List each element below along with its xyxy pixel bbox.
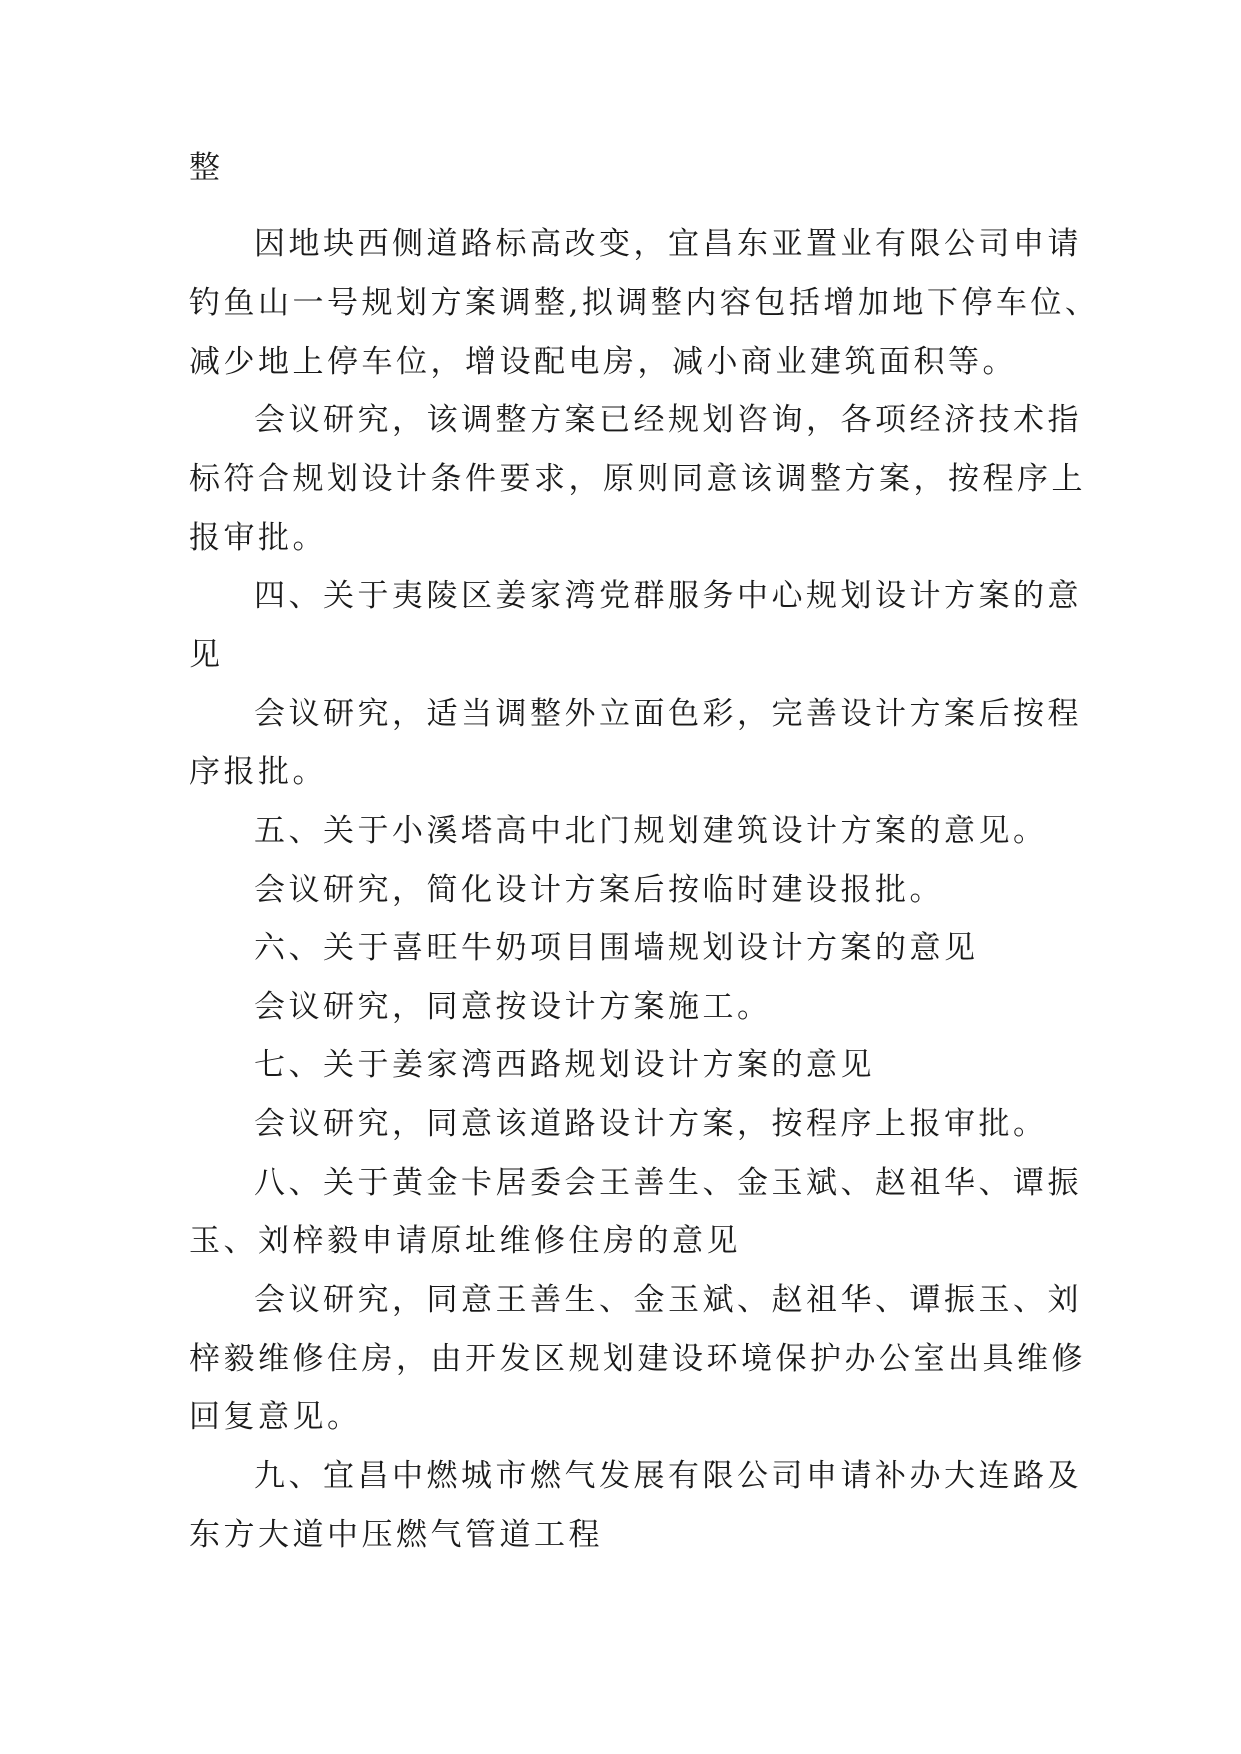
text-line: 见 <box>189 637 224 673</box>
text-line: 会议研究，适当调整外立面色彩，完善设计方案后按程 <box>254 696 1082 732</box>
text-line: 会议研究，该调整方案已经规划咨询，各项经济技术指 <box>254 402 1082 438</box>
text-line: 减少地上停车位，增设配电房，减小商业建筑面积等。 <box>189 344 1017 380</box>
text-line: 标符合规划设计条件要求，原则同意该调整方案，按程序上 <box>189 461 1086 497</box>
text-line: 会议研究，同意王善生、金玉斌、赵祖华、谭振玉、刘 <box>254 1282 1082 1318</box>
text-line: 七、关于姜家湾西路规划设计方案的意见 <box>254 1047 875 1083</box>
text-line: 玉、刘梓毅申请原址维修住房的意见 <box>189 1223 741 1259</box>
text-line: 会议研究，同意按设计方案施工。 <box>254 989 772 1025</box>
text-line: 六、关于喜旺牛奶项目围墙规划设计方案的意见 <box>254 930 979 966</box>
text-line: 因地块西侧道路标高改变，宜昌东亚置业有限公司申请 <box>254 226 1082 262</box>
text-line: 序报批。 <box>189 754 327 790</box>
text-line: 钓鱼山一号规划方案调整,拟调整内容包括增加地下停车位、 <box>189 285 1100 321</box>
text-line: 整 <box>189 150 224 186</box>
text-line: 会议研究，同意该道路设计方案，按程序上报审批。 <box>254 1106 1048 1142</box>
text-line: 八、关于黄金卡居委会王善生、金玉斌、赵祖华、谭振 <box>254 1165 1082 1201</box>
text-line: 梓毅维修住房，由开发区规划建设环境保护办公室出具维修 <box>189 1341 1086 1377</box>
text-line: 五、关于小溪塔高中北门规划建筑设计方案的意见。 <box>254 813 1048 849</box>
text-line: 四、关于夷陵区姜家湾党群服务中心规划设计方案的意 <box>254 578 1082 614</box>
text-line: 会议研究，简化设计方案后按临时建设报批。 <box>254 872 944 908</box>
text-line: 报审批。 <box>189 520 327 556</box>
text-line: 九、宜昌中燃城市燃气发展有限公司申请补办大连路及 <box>254 1458 1082 1494</box>
text-line: 东方大道中压燃气管道工程 <box>189 1517 603 1553</box>
text-line: 回复意见。 <box>189 1399 362 1435</box>
